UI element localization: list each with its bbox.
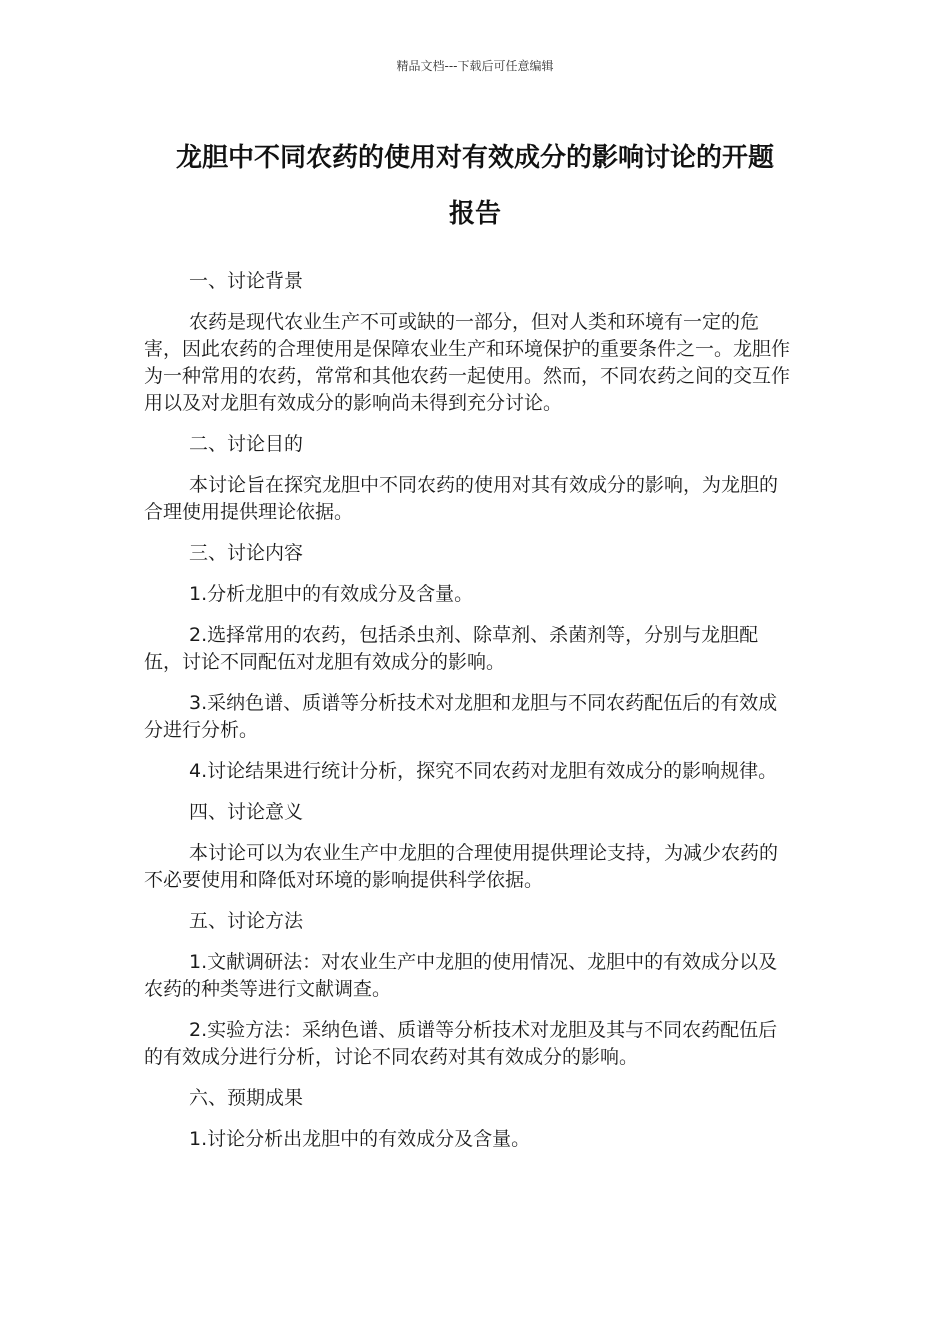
- header-note: 精品文档---下载后可任意编辑: [396, 59, 554, 73]
- expected-results-item-1: 1.讨论分析出龙胆中的有效成分及含量。: [189, 1128, 531, 1150]
- title-line-1: 龙胆中不同农药的使用对有效成分的影响讨论的开题: [175, 143, 774, 173]
- section-heading-background: 一、讨论背景: [189, 270, 304, 292]
- document-body: [144, 268, 796, 1167]
- document-title: [140, 130, 810, 242]
- content-item-4: 4.讨论结果进行统计分析，探究不同农药对龙胆有效成分的影响规律。: [189, 760, 778, 782]
- content-item-3: 3.采纳色谱、质谱等分析技术对龙胆和龙胆与不同农药配伍后的有效成分进行分析。: [144, 692, 778, 741]
- background-paragraph: 农药是现代农业生产不可或缺的一部分，但对人类和环境有一定的危害，因此农药的合理使用是保障农业生产和环境保护的重要条件之一。龙胆作为一种常用的农药，常常和其他农药一起使用。然而，不同农药之间的交互作用以及对龙胆有效成分的影响尚未得到充分讨论。: [144, 311, 791, 414]
- section-heading-significance: 四、讨论意义: [189, 801, 304, 823]
- section-heading-purpose: 二、讨论目的: [189, 433, 304, 455]
- content-item-1: 1.分析龙胆中的有效成分及含量。: [189, 583, 474, 605]
- methods-item-1: 1.文献调研法：对农业生产中龙胆的使用情况、龙胆中的有效成分以及农药的种类等进行文献调查。: [144, 951, 778, 1000]
- content-item-2: 2.选择常用的农药，包括杀虫剂、除草剂、杀菌剂等，分别与龙胆配伍，讨论不同配伍对龙胆有效成分的影响。: [144, 624, 759, 673]
- title-line-2: 报告: [448, 199, 501, 229]
- section-heading-methods: 五、讨论方法: [189, 910, 304, 932]
- significance-paragraph: 本讨论可以为农业生产中龙胆的合理使用提供理论支持，为减少农药的不必要使用和降低对环境的影响提供科学依据。: [144, 842, 779, 891]
- purpose-paragraph: 本讨论旨在探究龙胆中不同农药的使用对其有效成分的影响，为龙胆的合理使用提供理论依据。: [144, 474, 779, 523]
- section-heading-content: 三、讨论内容: [189, 542, 304, 564]
- section-heading-expected-results: 六、预期成果: [189, 1087, 304, 1109]
- methods-item-2: 2.实验方法：采纳色谱、质谱等分析技术对龙胆及其与不同农药配伍后的有效成分进行分析，讨论不同农药对其有效成分的影响。: [144, 1019, 778, 1068]
